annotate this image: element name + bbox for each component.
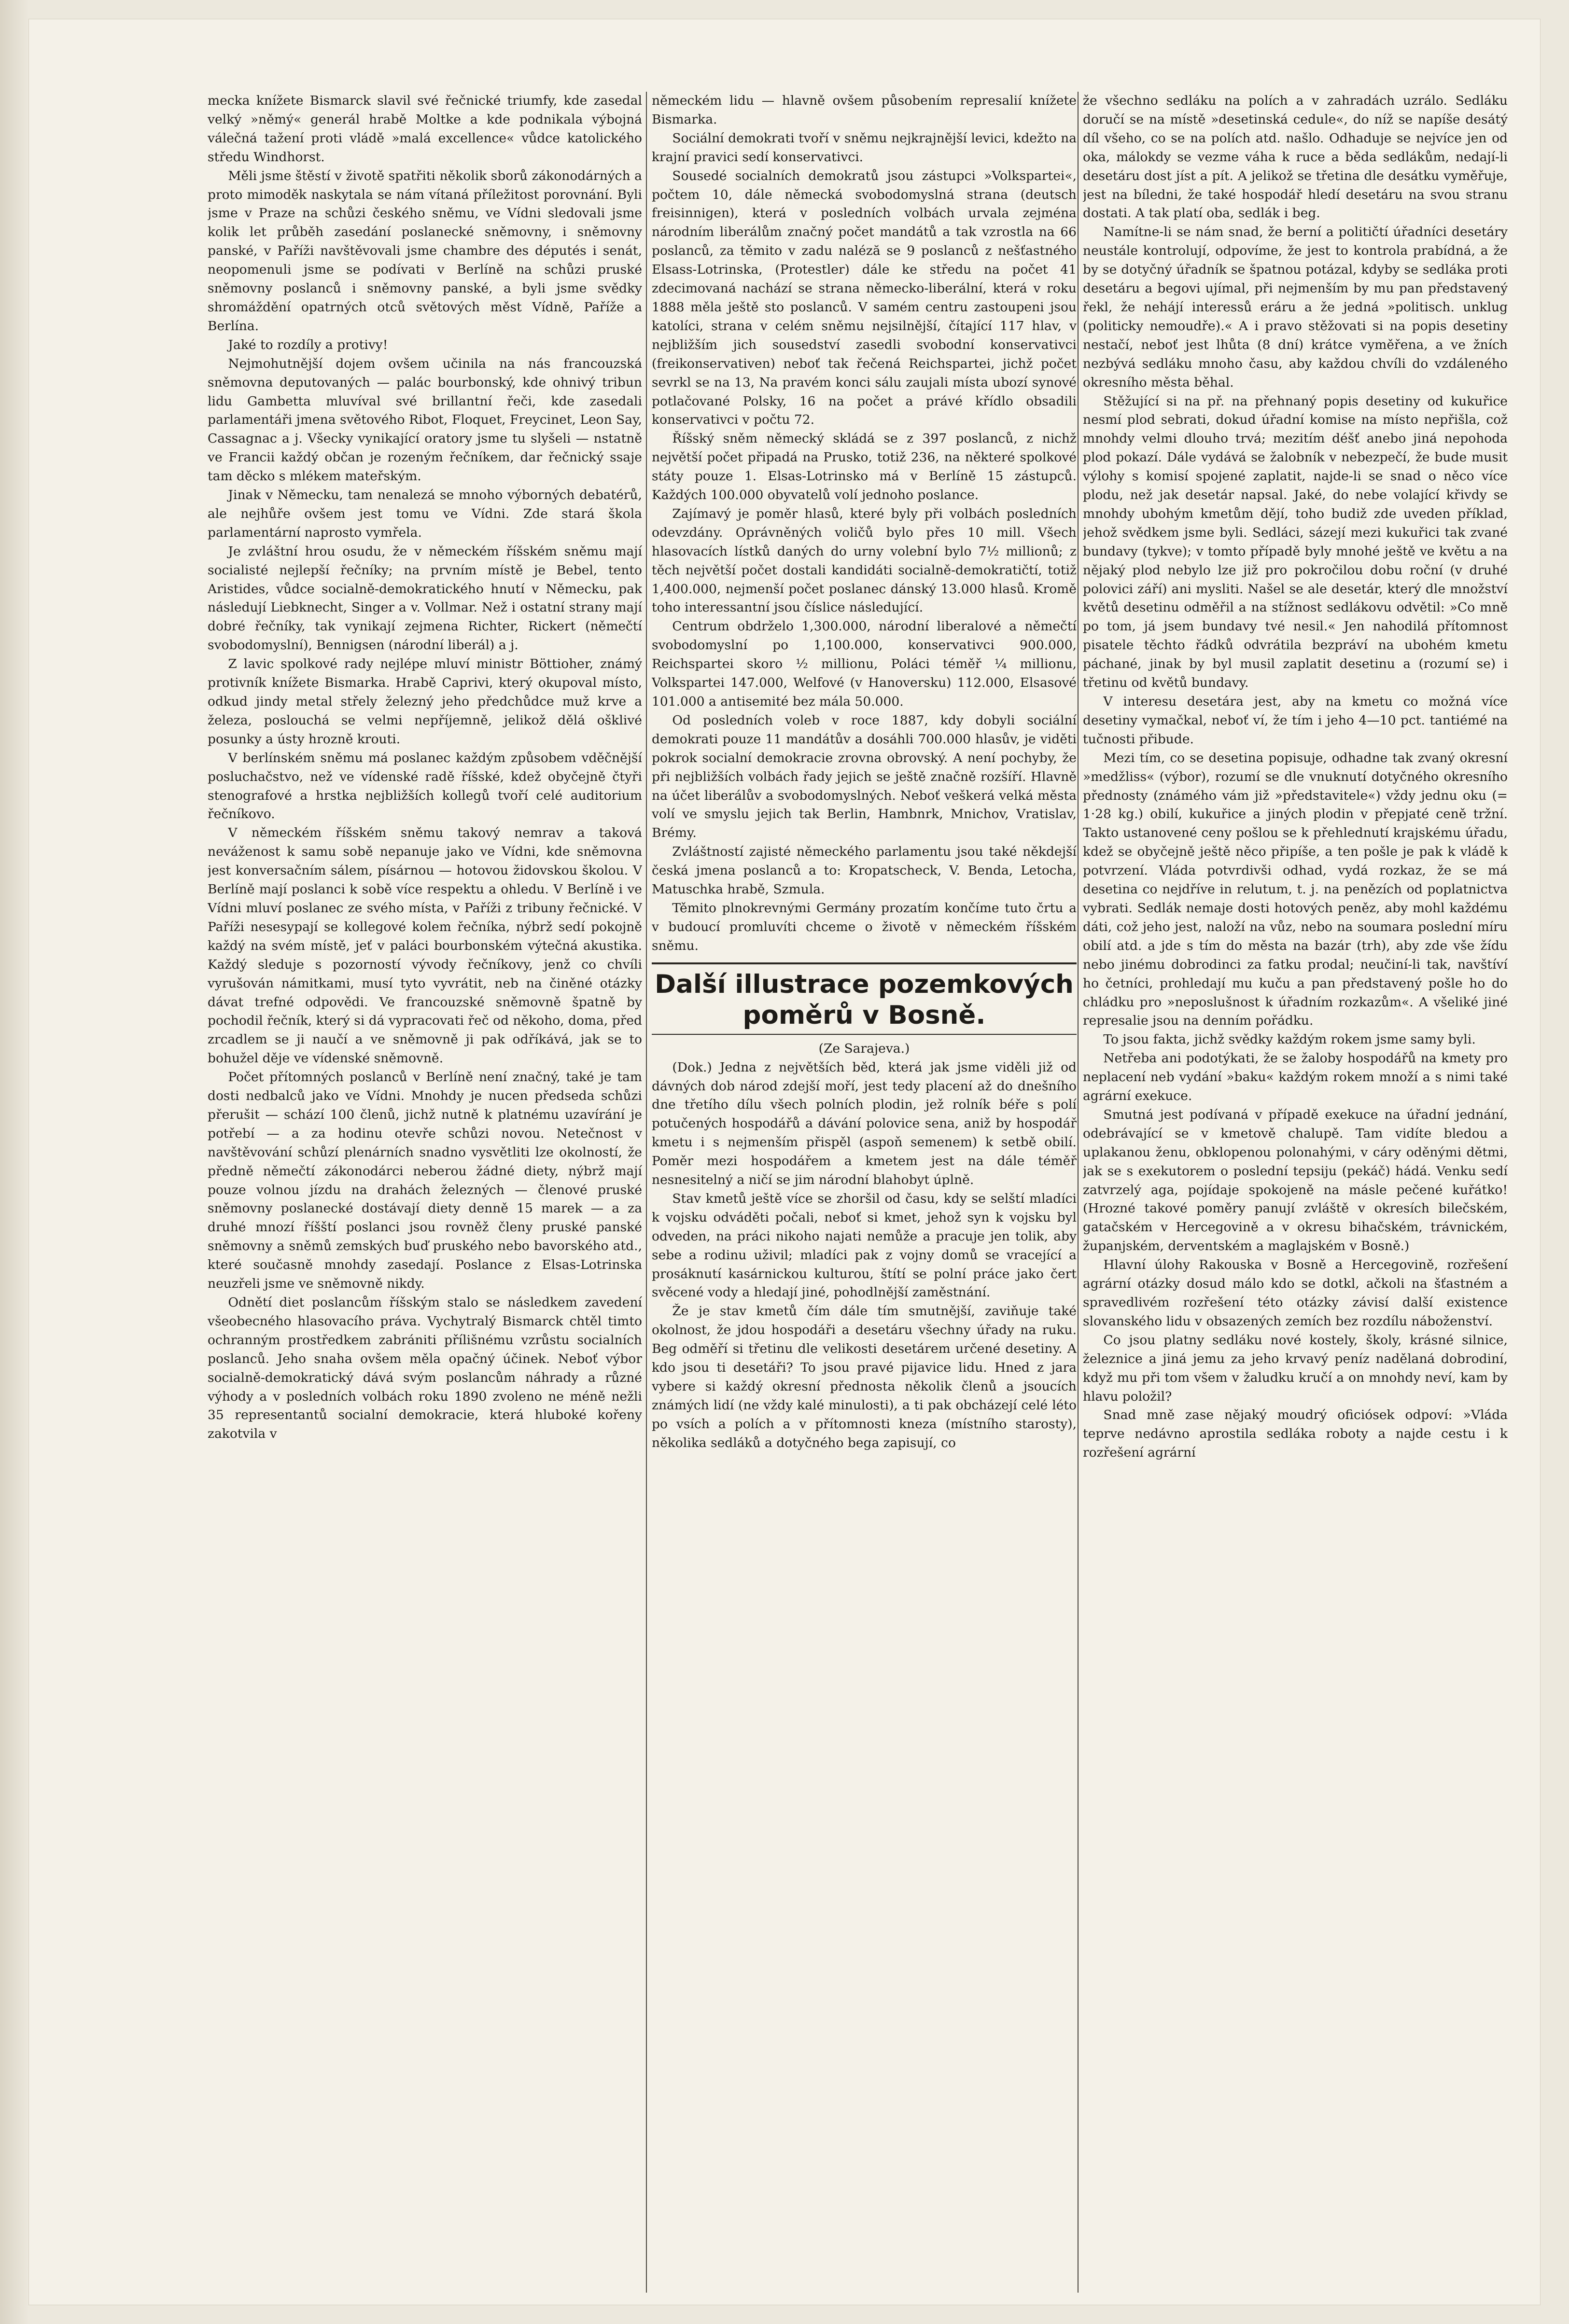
paragraph: Že je stav kmetů čím dále tím smutnější, zaviňuje také okolnost, že jdou hospodáři a desetáru všechny úřady na ruku. Beg odměří si třetinu dle velikosti desetárem určené desetiny. A kdo jsou ti desetáři? To jsou pravé pijavice lidu. Hned z jara vybere si každý okresní přednosta několik členů a jsoucích známých lidí (ne vždy kalé minulosti), a ti pak obcházejí celé léto po vsích a polích a v přítomnosti kneza (místního starosty), několika sedláků a dotyčného bega zapisují, co [652, 1304, 1077, 1450]
paragraph: Mezi tím, co se desetina popisuje, odhadne tak zvaný okresní »medžliss« (výbor), rozumí se dle vnuknutí dotyčného okresního přednosty (známého vám již »představitele«) vždy jednu oku (= 1·28 kg.) obilí, kukuřice a jiných plodin v přepjaté ceně tržní. Takto ustanovené ceny pošlou se k přehlednutí krajskému úřadu, kdež se obyčejně ještě něco připíše, a ten pošle je pak k vládě k potvrzení. Vláda potvrdivši odhad, vydá rozkaz, že se má desetina co nejdříve in relutum, t. j. na penězích od poplatnictva vybrati. Sedlák nemaje dosti hotových peněz, aby mohl každému dáti, což jeho jest, naloží na vůz, nebo na soumara poslední míru obilí atd. a jde s tím do města na bazár (trh), aby zde vše žídu nebo jinému dobrodinci za fatku prodal; neučiní-li tak, navštíví ho četníci, prohledají mu kuču a pan představený pošle ho do chládku pro »neposlušnost k úřadním rozkazům«. A všeliké jiné represalie jsou na denním pořádku. [1083, 750, 1508, 1029]
paragraph: Měli jsme štěstí v životě spatřiti několik sborů zákonodárných a proto mimoděk naskytala se nám vítaná příležitost porovnání. Byli jsme v Praze na schůzi českého sněmu, ve Vídni sledovali jsme kolik let průběh zasedání poslanecké sněmovny, i sněmovny panské, v Paříži navštěvovali jsme chambre des députés i senát, neopomenuli jsme se podívati v Berlíně na schůzi pruské sněmovny poslanců i sněmovny panské, a byli jsme svědky shromáždění opatrných otců světových měst Vídně, Paříže a Berlína. [208, 168, 642, 334]
paragraph: Co jsou platny sedláku nové kostely, školy, krásné silnice, železnice a jiná jemu za jeho krvavý peníz nadělaná dobrodiní, když mu při tom všem v žaludku kručí a on mnohdy neví, kam by hlavu položil? [1083, 1332, 1508, 1404]
paragraph: Sociální demokrati tvoří v sněmu nejkrajnější levici, kdežto na krajní pravici sedí konservativci. [652, 130, 1077, 165]
paragraph: V berlínském sněmu má poslanec každým způsobem vděčnější posluchačstvo, než ve vídenské radě říšské, kdež obyčejně čtyři stenografové a hrstka nejbližších kollegů tvoří celé auditorium řečníkovo. [208, 750, 642, 822]
paragraph: Jaké to rozdíly a protivy! [228, 337, 388, 352]
paragraph: mecka knížete Bismarck slavil své řečnické triumfy, kde zasedal velký »němý« generál hrabě Moltke a kde podnikala výbojná válečná tažení proti vládě »malá excellence« vůdce katolického středu Windhorst. [208, 93, 642, 165]
paragraph: Z lavic spolkové rady nejlépe mluví ministr Böttioher, známý protivník knížete Bismarka. Hrabě Caprivi, který okupoval místo, odkud jindy metal střely železný jeho předchůdce muž krve a železa, poslouchá se velmi nepříjemně, jelikož dělá ošklivé posunky a ústy hrozně krouti. [208, 656, 642, 747]
paragraph: Jinak v Německu, tam nenalezá se mnoho výborných debatérů, ale nejhůře ovšem jest tomu ve Vídni. Zde stará škola parlamentární naprosto vymřela. [208, 487, 642, 540]
paragraph: že všechno sedláku na polích a v zahradách uzrálo. Sedláku doručí se na místě »desetinská cedule«, do níž se napíše desátý díl všeho, co se na polích atd. našlo. Odhaduje se nejvíce jen od oka, málokdy se vezme váha k ruce a běda sedlákům, nedají-li desetáru dost jíst a pít. A jelikož se třetina dle desátku vyměřuje, jest na bíledni, že také hospodář hledí desetáru na svou stranu dostati. A tak platí oba, sedlák i beg. [1083, 93, 1508, 221]
column-left [208, 92, 642, 2293]
paragraph: Namítne-li se nám snad, že berní a političtí úřadníci desetáry neustále kontrolují, odpovíme, že jest to kontrola prabídná, a že by se dotyčný úřadník se špatnou potázal, kdyby se sedláka proti desetáru a begovi ujímal, při nejmenším by mu pan představený řekl, že nehájí interessů eráru a že jedná »politisch. unklug (politicky nemoudře).« A i pravo stěžovati si na popis desetiny nestačí, neboť jest lhůta (8 dní) krátce vyměřena, a ve žních nezbývá sedláku mnoho času, aby každou chvíli do vzdáleného okresního města běhal. [1083, 224, 1508, 390]
paragraph: Nejmohutnější dojem ovšem učinila na nás francouzská sněmovna deputovaných — palác bourbonský, kde ohnivý tribun lidu Gambetta mluvíval své brillantní řeči, kde zasedali parlamentáři jmena světového Ribot, Floquet, Freycinet, Leon Say, Cassagnac a j. Všecky vynikající oratory jsme tu slyšeli — nstatně ve Francii každý občan je rozeným řečníkem, dar řečnický ssaje tam děcko s mlékem mateřským. [208, 356, 642, 484]
column-middle [652, 92, 1077, 2293]
page-edge [0, 0, 29, 2324]
paragraph: Zvláštností zajisté německého parlamentu jsou také někdejší česká jmena poslanců a to: Kropatscheck, V. Benda, Letocha, Matuschka hrabě, Szmula. [652, 844, 1077, 897]
paragraph: Stav kmetů ještě více se zhoršil od času, kdy se selští mladíci k vojsku odváděti počali, neboť si kmet, jehož syn k vojsku byl odveden, na práci nikoho najati nemůže a pracuje jen tolik, aby sebe a rodinu uživil; mladíci pak z vojny domů se vracející a prosáknutí kasárnickou kulturou, štítí se polní práce jako čert svěcené vody a hledají jiné, pohodlnější zaměstnání. [652, 1191, 1077, 1300]
paragraph: To jsou fakta, jichž svědky každým rokem jsme samy byli. [1103, 1032, 1476, 1047]
paragraph: Hlavní úlohy Rakouska v Bosně a Hercegovině, rozřešení agrární otázky dosud málo kdo se dotkl, ačkoli na šťastném a spravedlivém rozřešení této otázky závisí další existence slovanského lidu v obsazených zemích bez rozdílu náboženství. [1083, 1257, 1508, 1329]
paragraph: Sousedé socialních demokratů jsou zástupci »Volkspartei«, počtem 10, dále německá svobodomyslná strana (deutsch freisinnigen), která v posledních volbách urvala zejména národním liberálům značný počet mandátů a tak vzrostla na 66 poslanců, za těmito v zadu naléză se 9 poslanců z nešťastného Elsass-Lotrinska, (Protestler) dále ke středu na počet 41 zdecimovaná nachází se strana německo-liberální, která v roku 1888 měla ještě sto poslanců. V samém centru zastoupeni jsou katolíci, strana v celém sněmu nejsilnější, čítající 117 hlav, v nejbližším jich sousedství zasedli svobodní konservativci (freikonservativen) neboť tak řečená Reichspartei, jichž počet sevrkl se na 13, Na pravém konci sálu zaujali místa ubozí synové potlačované Polsky, 16 na počet a právé křídlo obsadili konservativci v počtu 72. [652, 168, 1077, 428]
paragraph: Zajímavý je poměr hlasů, které byly při volbách posledních odevzdány. Oprávněných voličů bylo přes 10 mill. Všech hlasovacích lístků daných do urny volební bylo 7½ millionů; z těch největší počet dostali kandidáti socialně-demokratičtí, totiž 1,400.000, nejmenší počet poslanec dánský 13.000 hlasů. Kromě toho interessantní jsou číslice následující. [652, 506, 1077, 615]
paragraph: Je zvláštní hrou osudu, že v německém říšském sněmu mají socialisté nejlepší řečníky; na prvním místě je Bebel, tento Aristides, vůdce socialně-demokratického hnutí v Německu, pak následují Liebknecht, Singer a v. Vollmar. Než i ostatní strany mají dobré řečníky, tak vynikají zejmena Richter, Rickert (němečtí svobodomyslní), Bennigsen (národní liberál) a j. [208, 543, 642, 653]
newspaper-page [29, 19, 1540, 2305]
paragraph: Říšský sněm německý skládá se z 397 poslanců, z nichž největší počet připadá na Prusko, totiž 236, na některé spolkové státy pouze 1. Elsas-Lotrinsko má v Berlíně 15 zástupců. Každých 100.000 obyvatelů volí jednoho poslance. [652, 431, 1077, 503]
paragraph: německém lidu — hlavně ovšem působením represalií knížete Bismarka. [652, 93, 1077, 127]
paragraph: Těmito plnokrevnými Germány prozatím končíme tuto črtu a v budoucí promluvíti chceme o životě v německém říšském sněmu. [652, 900, 1077, 953]
paragraph: Od posledních voleb v roce 1887, kdy dobyli sociální demokrati pouze 11 mandátův a dosáhli 700.000 hlasův, je viděti pokrok socialní demokracie zrovna obrovský. A není pochyby, že při nejbližších volbách řady jejich se ještě značně rozšíří. Hlavně na účet liberálův a svobodomyslných. Neboť veškerá velká města volí ve smyslu jejich tak Berlin, Hambnrk, Mnichov, Vratislav, Brémy. [652, 712, 1077, 841]
paragraph: V německém říšském sněmu takový nemrav a taková neváženost k samu sobě nepanuje jako ve Vídni, kde sněmovna jest konversačním sálem, písárnou — hotovou židovskou školou. V Berlíně mají poslanci k sobě více respektu a ohledu. V Berlíně i ve Vídni mluví poslanec ze svého místa, v Paříži z tribuny řečnické. V Paříži nesesypají se kollegové kolem řečníka, nýbrž sedí pokojně každý na svém místě, jeť v paláci bourbonském výtečná akustika. Každý sleduje s pozorností vývody řečníkovy, jenž co chvíli vyrušován námitkami, musí tyto vyvrátit, neb na činěné otázky dávat trefné odpovědi. Ve francouzské sněmovně špatně by pochodil řečník, který si dá vypracovati řeč od někoho, doma, před zrcadlem se ji naučí a ve sněmovně ji pak odříkává, jak se to bohužel děje ve vídenské sněmovně. [208, 825, 642, 1066]
paragraph: Netřeba ani podotýkati, že se žaloby hospodářů na kmety pro neplacení neb vydání »baku« každým rokem množí a s nimi také agrární exekuce. [1083, 1051, 1508, 1104]
paragraph: Centrum obdrželo 1,300.000, národní liberalové a němečtí svobodomyslní po 1,100.000, konservativci 900.000, Reichspartei skoro ½ millionu, Poláci téměř ¼ millionu, Volkspartei 147.000, Welfové (v Hanoversku) 112.000, Elsasové 101.000 a antisemité bez mála 50.000. [652, 619, 1077, 709]
column-rule [1078, 92, 1079, 2293]
paragraph: Smutná jest podívaná v případě exekuce na úřadní jednání, odebrávající se v kmetově chalupě. Tam vidíte bledou a uplakanou ženu, obklopenou polonahými, v cáry oděnými dětmi, jak se s exekutorem o poslední tepsiju (pekáč) hádá. Venku sedí zatvrzelý aga, pojídaje spokojeně na másle pečené kuřátko! (Hrozné takové poměry panují zvláště v okresích bilečském, gatačském v Hercegovině a v okresu bihačském, trávnickém, županjském, derventském a maglajském v Bosně.) [1083, 1107, 1508, 1254]
paragraph: Odnětí diet poslancům říšským stalo se následkem zavedení všeobecného hlasovacího práva. Vychytralý Bismarck chtěl timto ochranným prostředkem zabrániti přílišnému vzrůstu socialních poslanců. Jeho snaha ovšem měla opačný účinek. Neboť výbor socialně-demokratický dává svým poslancům náhrady a různé výhody a v posledních volbách roku 1890 zvoleno ne méně nežli 35 representantů socialní demokracie, která hluboké kořeny zakotvila v [208, 1295, 642, 1442]
column-right [1083, 92, 1508, 2293]
column-rule [646, 92, 647, 2293]
article-subheading: (Ze Sarajeva.) [818, 1041, 910, 1056]
paragraph: Stěžující si na př. na přehnaný popis desetiny od kukuřice nesmí plod sebrati, dokud úřadní komise na místo nepřišla, což mnohdy velmi dlouho trvá; mezitím déšť anebo jiná nepohoda plod pokazí. Dále vydává se žalobník v nebezpečí, že bude musit výlohy s komisí spojené zaplatit, najde-li se snad o něco více plodu, než jak desetár napsal. Jaké, do nebe volající křivdy se mnohdy ubohým kmetům dějí, toho budiž zde uveden příklad, jehož svědkem jsme byli. Sedláci, sázejí mezi kukuřici tak zvané bundavy (tykve); v tomto případě byly mnohé ještě ve květu a na nějaký plod nebylo lze již pro pokročilou dobu roční (v druhé polovici září) ani mysliti. Našel se ale desetár, který dle množství květů desetinu odměřil a na stížnost sedlákovu odvětil: »Co mně po tom, já jsem bundavy tvé nesil.« Jen nahodilá přítomnost pisatele těchto řádků odvrátila bezpráví na ubohém kmetu páchané, jinak by byl musil zaplatit desetinu a (rozumí se) i třetinu od květů bundavy. [1083, 393, 1508, 691]
paragraph: (Dok.) Jedna z největších běd, která jak jsme viděli již od dávných dob národ zdejší moří, jest tedy placení až do dnešního dne třetího dílu všech polních plodin, jež rolník béře s polí potučených hospodářů a dávání polovice sena, aniž by hospodář kmetu i s nejmenším přispěl (aspoň semenem) k setbě obilí. Poměr mezi hospodářem a kmetem jest na dále téměř nesnesitelný a ničí se jim národní blahobyt úplně. [652, 1059, 1077, 1188]
paragraph: Snad mně zase nějaký moudrý oficiósek odpoví: »Vláda teprve nedávno aprostila sedláka roboty a najde cestu i k rozřešení agrární [1083, 1407, 1508, 1461]
paragraph: V interesu desetára jest, aby na kmetu co možná více desetiny vymačkal, neboť ví, že tím i jeho 4—10 pct. tantiémé na tučnosti přibude. [1083, 694, 1508, 747]
paragraph: Počet přítomných poslanců v Berlíně není značný, také je tam dosti nedbalců jako ve Vídni. Mnohdy je nucen předseda schůzi přerušit — schází 100 členů, jichž nutně k platnému uzavírání je potřebí — a za hodinu otevře schůzi novou. Netečnost v navštěvování schůzí plenárních snadno vysvětliti lze okolností, že předně němečtí zákonodárci neberou žádné diety, nýbrž mají pouze volnou jízdu na drahách železných — členové pruské sněmovny poslanecké dostávají diety denně 15 marek — a za druhé mnozí říšští poslanci jsou rovněž členy pruské panské sněmovny a sněmů zemských buď pruského nebo bavorského atd., které současně mnohdy zasedají. Poslance z Elsas-Lotrinska neuzřeli jsme ve sněmovně nikdy. [208, 1070, 642, 1292]
article-heading: Další illustrace pozemkových poměrů v Bosně. [652, 962, 1077, 1035]
